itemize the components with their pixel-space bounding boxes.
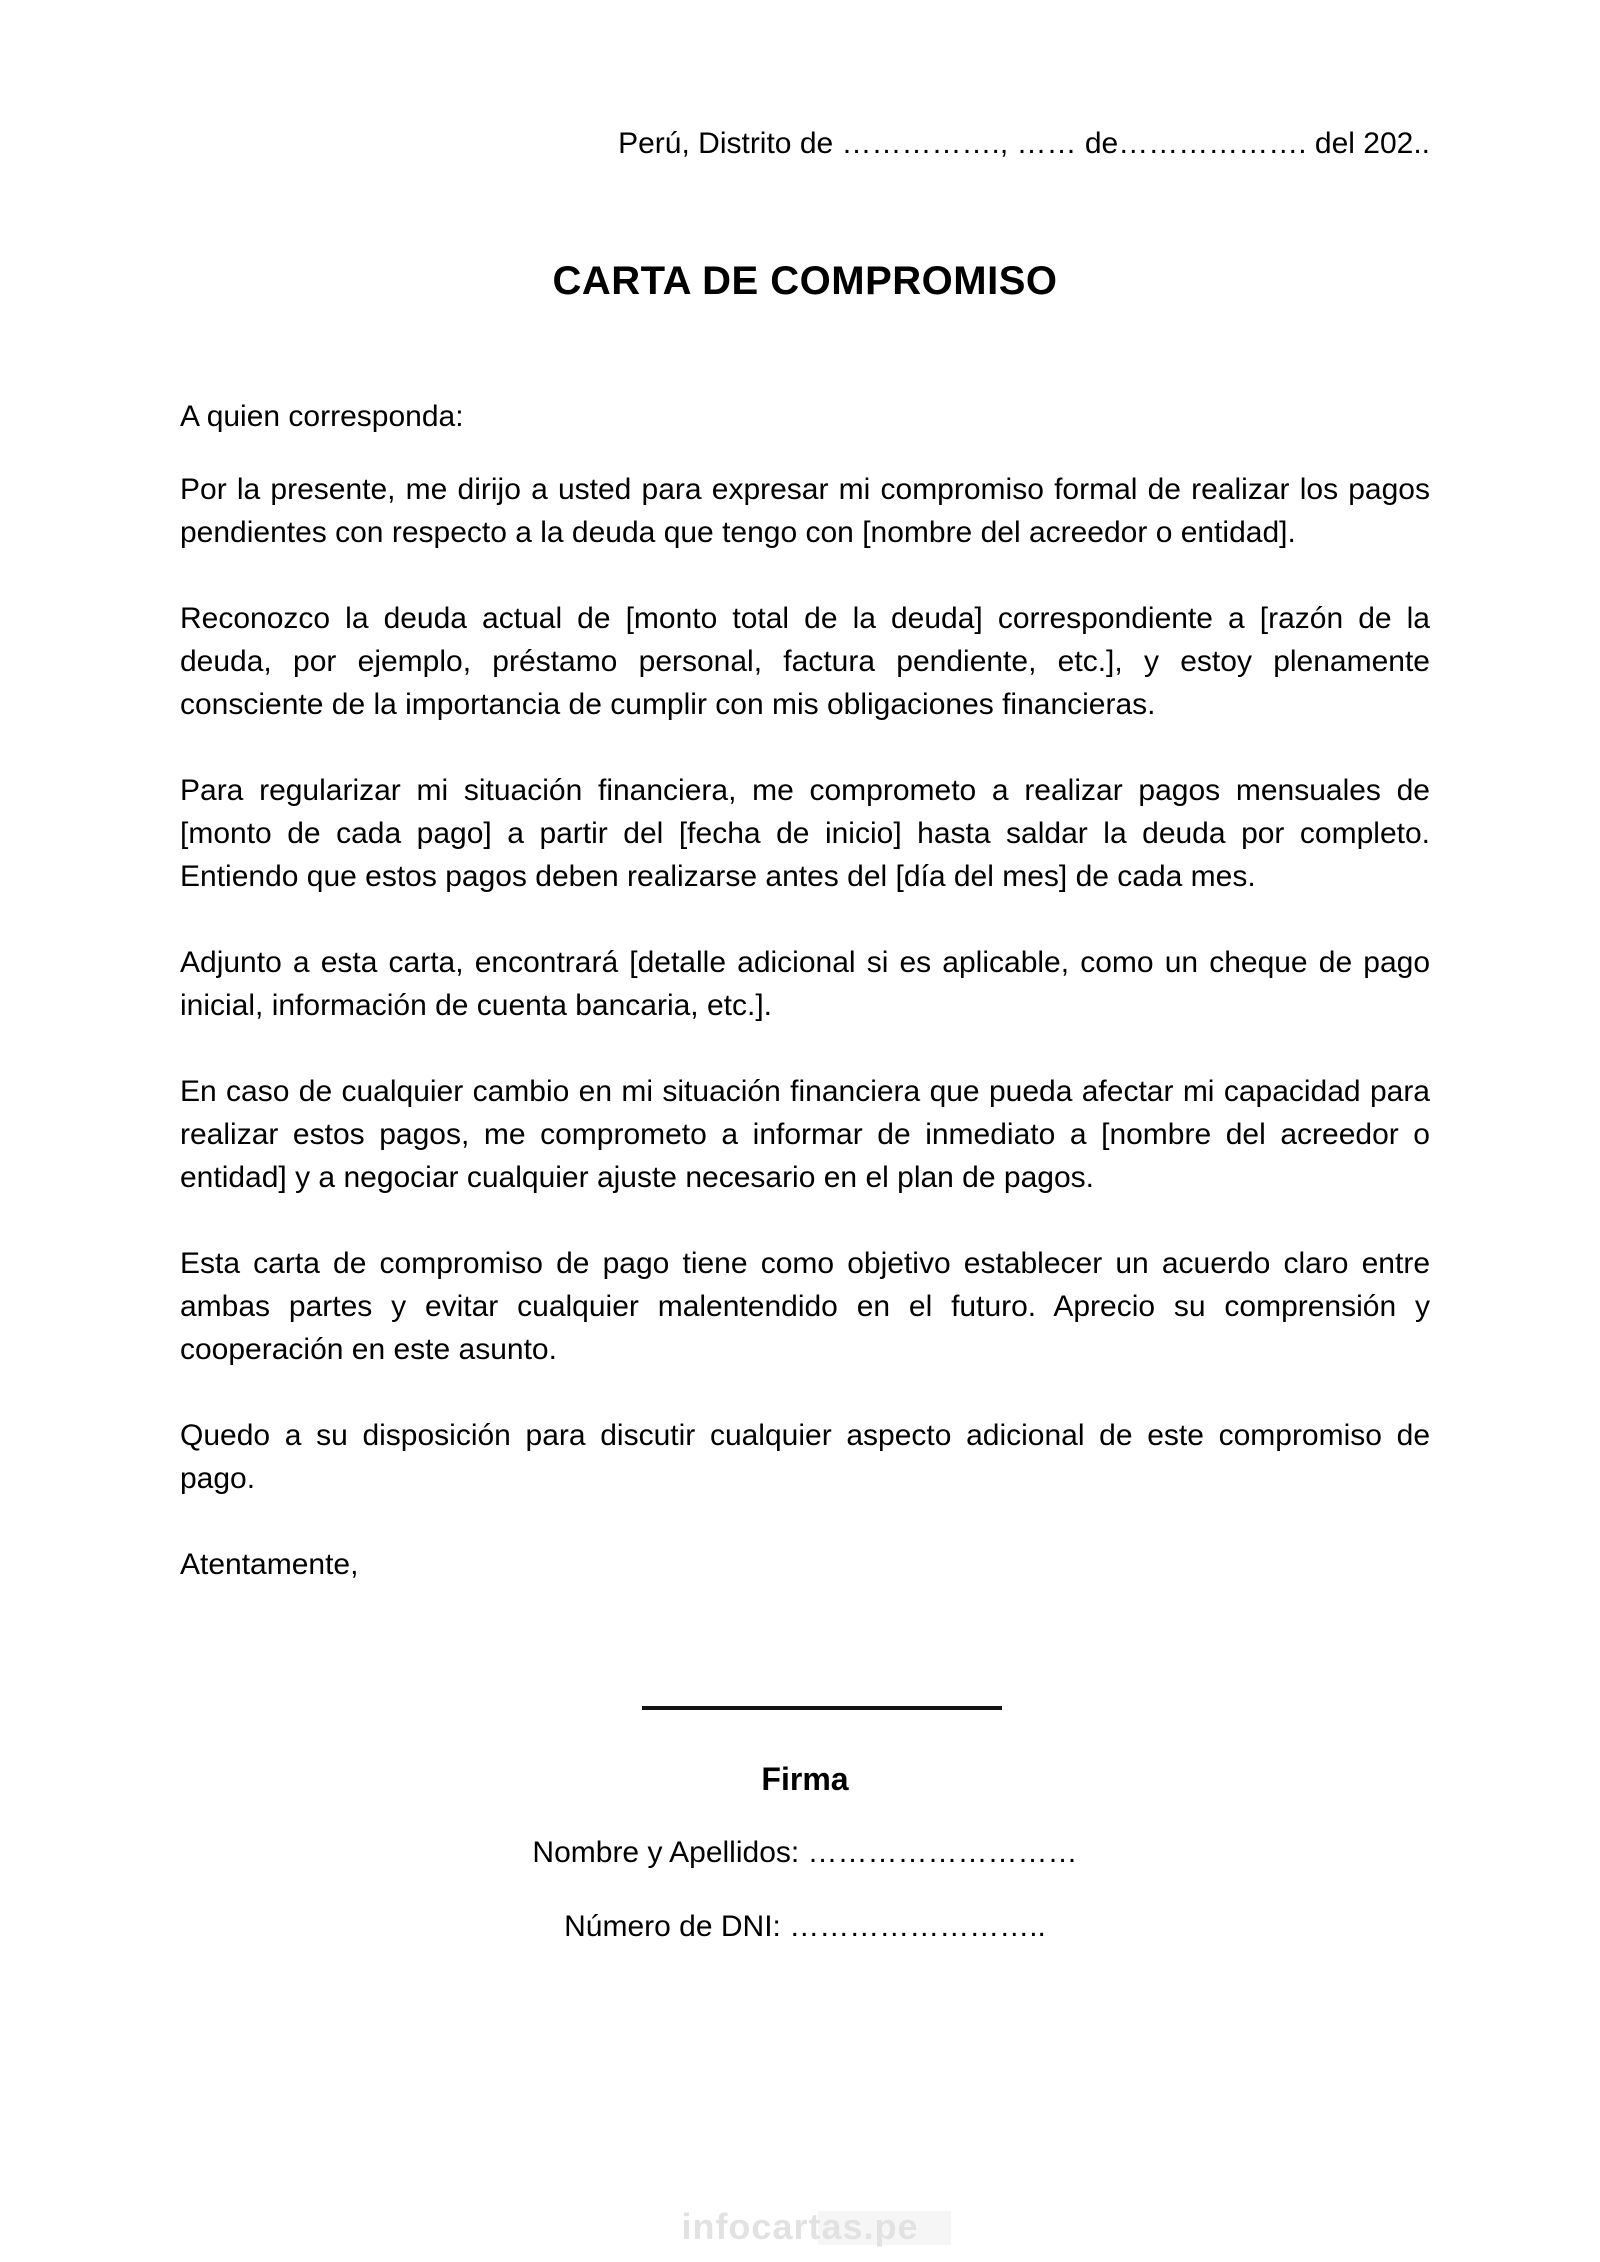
closing-salutation: Atentamente, <box>180 1548 359 1581</box>
paragraph-debt-recognition: Reconozco la deuda actual de [monto total de la deuda] correspondiente a [razón de la deuda, por ejemplo, préstamo personal, factura pendiente, etc.], y estoy plenamente consciente de la importancia de cumplir con mis obligaciones financieras. <box>180 602 1430 721</box>
paragraph-purpose: Esta carta de compromiso de pago tiene como objetivo establecer un acuerdo claro entre ambas partes y evitar cualquier malentendido en el futuro. Aprecio su comprensión y cooperación en este asunto. <box>180 1247 1430 1366</box>
salutation: A quien corresponda: <box>180 400 464 433</box>
letter-title: CARTA DE COMPROMISO <box>552 259 1058 303</box>
signature-dni-line: Número de DNI: …………………….. <box>564 1910 1046 1943</box>
signature-label: Firma <box>761 1761 849 1797</box>
signature-name-line: Nombre y Apellidos: ……………………… <box>532 1836 1078 1869</box>
paragraph-attachments: Adjunto a esta carta, encontrará [detalle adicional si es aplicable, como un cheque de pago inicial, información de cuenta bancaria, etc.]. <box>180 946 1430 1022</box>
date-line: Perú, Distrito de ……………., …… de………………. del 202.. <box>618 127 1430 160</box>
signature-line <box>642 1706 1002 1710</box>
paragraph-commitment: Por la presente, me dirijo a usted para expresar mi compromiso formal de realizar los pagos pendientes con respecto a la deuda que tengo con [nombre del acreedor o entidad]. <box>180 473 1430 549</box>
paragraph-availability: Quedo a su disposición para discutir cualquier aspecto adicional de este compromiso de pago. <box>180 1419 1430 1495</box>
paragraph-change-notice: En caso de cualquier cambio en mi situación financiera que pueda afectar mi capacidad para realizar estos pagos, me comprometo a informar de inmediato a [nombre del acreedor o entidad] y a negociar cualquier ajuste necesario en el plan de pagos. <box>180 1075 1430 1194</box>
watermark: infocartas.pe <box>681 2206 919 2247</box>
paragraph-payment-plan: Para regularizar mi situación financiera, me comprometo a realizar pagos mensuales de [monto de cada pago] a partir del [fecha de inicio] hasta saldar la deuda por completo. Entiendo que estos pagos deben realizarse antes del [día del mes] de cada mes. <box>180 774 1430 893</box>
letter-content <box>180 122 1430 1948</box>
signature-block <box>180 1706 1430 1948</box>
